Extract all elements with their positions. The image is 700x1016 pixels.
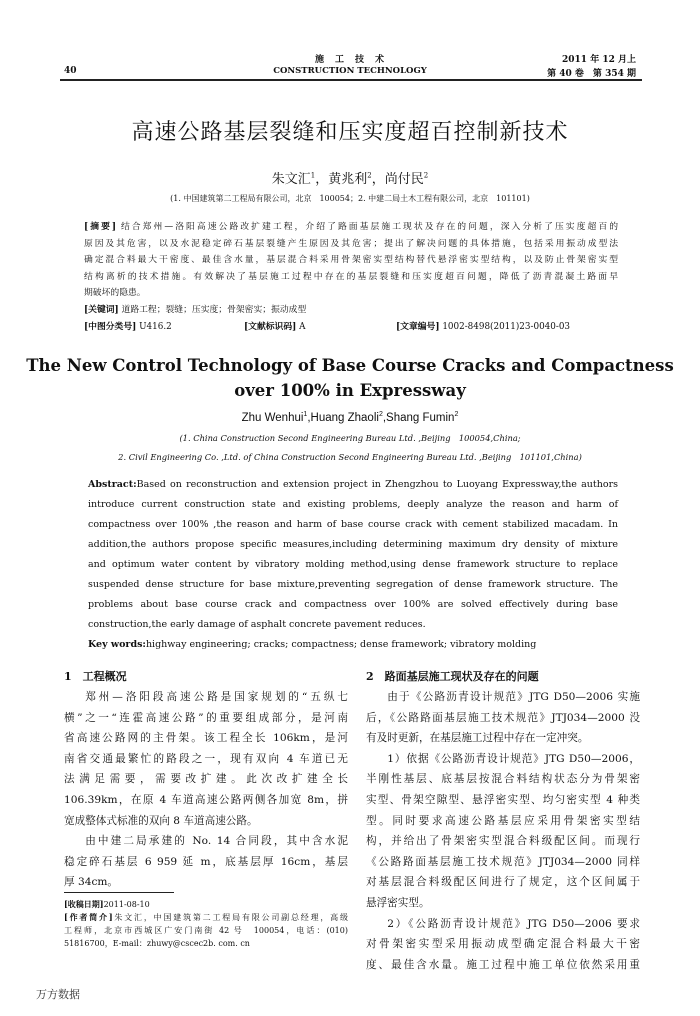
affiliation-en-line2: 2. Civil Engineering Co. ,Ltd. of China Construction Second Engineering Bureau Ltd. ,Beijing 101101,China)	[118, 452, 582, 462]
authors-cn: 朱文汇$^1$，黄兆利$^2$，尚付民$^2$	[271, 171, 429, 187]
title-en-line1: The New Control Technology of Base Course Cracks and Compactness	[26, 356, 674, 375]
keywords-en: Key words:highway engineering; cracks; compactness; dense framework; vibratory molding	[88, 639, 537, 650]
watermark-text: 万方数据	[36, 988, 80, 1001]
authors-en: Zhu Wenhui$^1$,Huang Zhaoli$^2$,Shang Fumin$^2$	[241, 411, 459, 424]
footnote-rule	[64, 892, 174, 893]
abstract-en: Abstract:Based on reconstruction and extension project in Zhengzhou to Luoyang Expressway,the authors introduce current construction state and existing problems, deeply analyze the reason and harm of compactness over 100% ,the reason and harm of base course crack with cement stabilized macadam. In addition,the authors propose specific measures,including determining maximum dry density of mixture and optimum water content by vibratory molding method,using dense framework structure to replace suspended dense structure for base mixture,preventing segregation of dense framework structure. The problems about base course crack and compactness over 100% are solved effectively during base construction,the early damage of asphalt concrete pavement reduces. Key words:highway engineering; cracks; compactness; dense framework; vibratory molding	[88, 475, 618, 655]
section-2-heading: 2 路面基层施工现状及存在的问题	[366, 670, 539, 683]
affiliation-en-line1: (1. China Construction Second Engineering Bureau Ltd. ,Beijing 100054,China;	[179, 433, 521, 443]
title-cn: 高速公路基层裂缝和压实度超百控制新技术	[131, 120, 569, 145]
header-rule	[60, 79, 642, 81]
journal-name-en: CONSTRUCTION TECHNOLOGY	[273, 66, 427, 76]
section-2: 2 路面基层施工现状及存在的问题 由于《公路沥青设计规范》JTG D50—2006 实施 后，《公路路面基层施工技术规范》JTJ034—2000 没 有及时更新，在基层施工过程中存在一定冲突。 1）依据《公路沥青设计规范》JTG D50—2006， 半刚性基层、底基层按混合料结构状态分为骨架密 实型、骨架空隙型、悬浮密实型、均匀密实型 4 种类 型。同时要求高速公路基层应采用骨架密实型结 构，并给出了骨架密实型混合料级配区间。而现行 《公路路面基层施工技术规范》JTJ034—2000 同样 对基层混合料级配区间进行了规定，这个区间属于 悬浮密实型。 2）《公路沥青设计规范》JTG D50—2006 要求 对骨架密实型采用振动成型确定混合料最大干密 度、最佳含水量。施工过程中施工单位依然采用重	[366, 667, 640, 975]
classification-line: [中图分类号] U416.2 [文献标识码] A [文章编号] 1002-8498(2011)23-0040-03	[84, 321, 571, 332]
section-1: 1 工程概况 郑州—洛阳段高速公路是国家规划的“五纵七 横”之一“连霍高速公路”的重要组成部分，是河南 省高速公路网的主骨架。该工程全长 106km，是河 南省交通最繁忙的路段之一，现有双向 4 车道已无 法满足需要，需要改扩建。此次改扩建全长 106.39km，在原 4 车道高速公路两侧各加宽 8m，拼 宽成整体式标准的双向 8 车道高速公路。 由中建二局承建的 No. 14 合同段，其中含水泥 稳定碎石基层 6 959 延 m，底基层厚 16cm，基层 厚 34cm。	[64, 667, 348, 893]
keywords-cn: [关键词] 道路工程；裂缝；压实度；骨架密实；振动成型	[84, 304, 307, 315]
footnote: [收稿日期]2011-08-10 [作者简介]朱文汇，中国建筑第二工程局有限公司副总经理，高级 工程师，北京市西城区广安门南街 42 号 100054，电话：(010) 51816700，E-mail：zhuwy@cscec2b. com. cn	[64, 899, 348, 948]
issue-volume: 第 40 卷 第 354 期	[547, 69, 636, 79]
page-number: 40	[64, 66, 77, 76]
title-en-line2: over 100% in Expressway	[234, 381, 466, 400]
abstract-cn: [摘要] 结合郑州—洛阳高速公路改扩建工程，介绍了路面基层施工现状及存在的问题，深入分析了压实度超百的 原因及其危害，以及水泥稳定碎石基层裂缝产生原因及其危害；提出了解决问题的具体措施，包括采用振动成型法 确定混合料最大干密度、最佳含水量，基层混合料采用骨架密实型结构替代悬浮密实型结构，以及防止骨架密实型 结构离析的技术措施。有效解决了基层施工过程中存在的基层裂缝和压实度超百问题，降低了沥青混凝土路面早 期破坏的隐患。 [关键词] 道路工程；裂缝；压实度；骨架密实；振动成型 [中图分类号] U416.2 [文献标识码] A [文章编号] 1002-8498(2011)23-0040-03	[84, 219, 618, 335]
section-1-heading: 1 工程概况	[64, 670, 127, 683]
affiliation-cn: (1. 中国建筑第二工程局有限公司，北京 100054；2. 中建二局土木工程有限公司，北京 101101)	[170, 194, 530, 203]
journal-name-cn: 施 工 技 术	[314, 55, 385, 65]
issue-date: 2011 年 12 月上	[562, 55, 636, 65]
